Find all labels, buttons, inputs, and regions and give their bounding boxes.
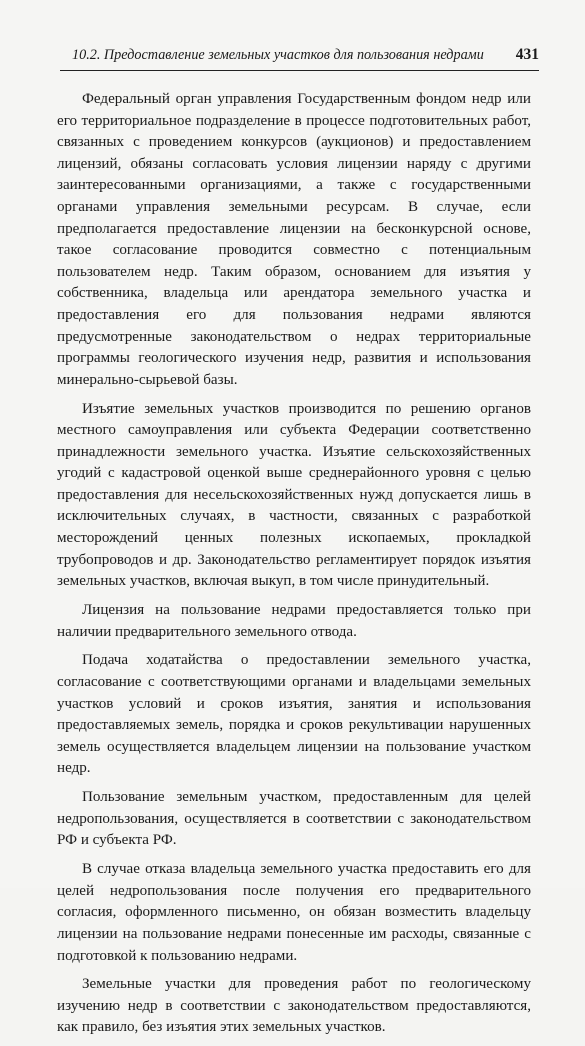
header-divider	[60, 70, 539, 71]
body-text	[57, 89, 531, 1046]
running-header	[60, 47, 539, 67]
paragraph: В случае отказа владельца земельного участка предоставить его для целей недропользования после получения его предварительного согласия, оформленного письменно, он обязан возместить владельцу лицензии на пользование недрами понесенные им расходы, связанные с подготовкой к пользованию недрами.	[57, 861, 531, 964]
paragraph: Пользование земельным участком, предоставленным для целей недропользования, осуществляется в соответствии с законодательством РФ и субъекта РФ.	[57, 789, 531, 849]
paragraph: Лицензия на пользование недрами предоставляется только при наличии предварительного земельного отвода.	[57, 602, 531, 640]
paragraph: Земельные участки для проведения работ по геологическому изучению недр в соответствии с законодательством предоставляются, как правило, без изъятия этих земельных участков.	[57, 976, 531, 1036]
paragraph: Федеральный орган управления Государственным фондом недр или его территориальное подразделение в процессе подготовительных работ, связанных с проведением конкурсов (аукционов) и предоставлением лицензий, обязаны согласовать условия лицензии наряду с другими заинтересованными организациями, а также с государственными органами управления земельными ресурсам. В случае, если предполагается предоставление лицензии на бесконкурсной основе, такое согласование проводится совместно с потенциальным пользователем недр. Таким образом, основанием для изъятия у собственника, владельца или арендатора земельного участка и предоставления его для пользования недрами являются предусмотренные законодательством о недрах территориальные программы геологического изучения недр, развития и использования минерально-сырьевой базы.	[57, 91, 531, 388]
page-number: 431	[515, 46, 539, 63]
paragraph: Изъятие земельных участков производится по решению органов местного самоуправления или субъекта Федерации соответственно принадлежности земельного участка. Изъятие сельскохозяйственных угодий с кадастровой оценкой выше среднерайонного уровня с целью предоставления для несельскохозяйственных нужд допускается лишь в исключительных случаях, в частности, связанных с разработкой месторождений ценных полезных ископаемых, прокладкой трубопроводов и др. Законодательство регламентирует порядок изъятия земельных участков, включая выкуп, в том числе принудительный.	[57, 400, 531, 590]
running-title: 10.2. Предоставление земельных участков для пользования недрами	[72, 47, 484, 63]
paragraph: Подача ходатайства о предоставлении земельного участка, согласование с соответствующими органами и владельцами земельных участков условий и сроков изъятия, занятия и использования предоставляемых земель, порядка и сроков рекультивации нарушенных земель осуществляется владельцем лицензии на пользование участком недр.	[57, 652, 531, 777]
